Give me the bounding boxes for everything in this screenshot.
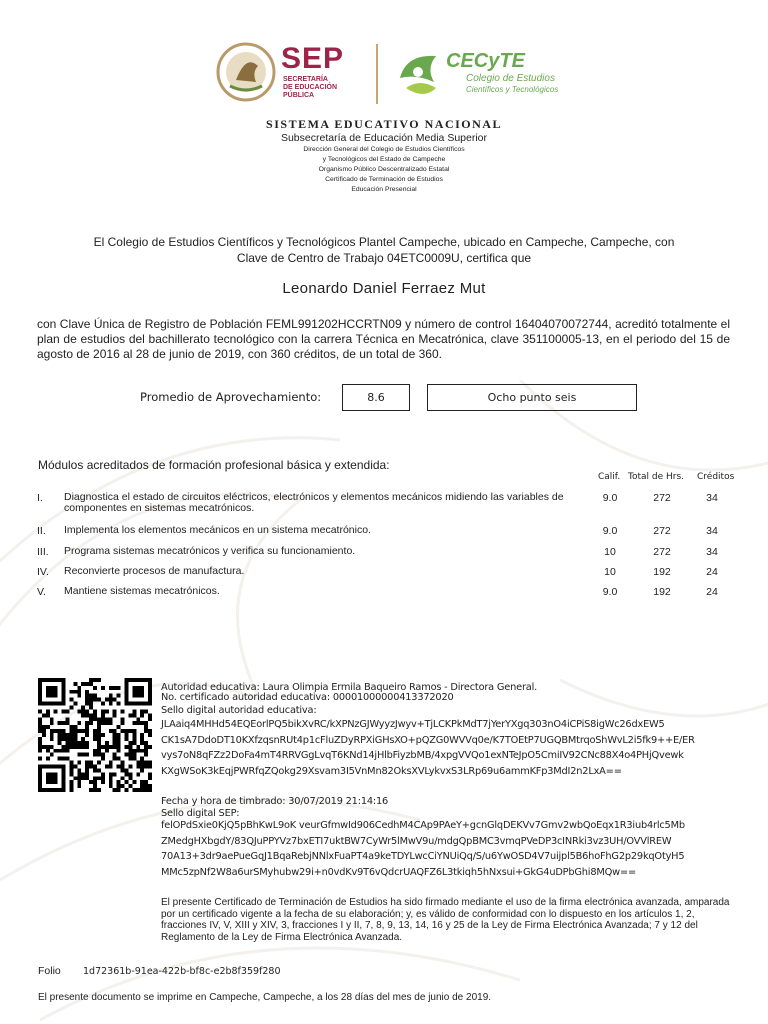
sep-subtitle-line: SECRETARÍA xyxy=(283,76,328,83)
cecyte-subtitle-line: Científicos y Tecnológicos xyxy=(466,85,559,94)
sep-subtitle-line: DE EDUCACIÓN xyxy=(283,84,338,91)
promedio-value: 8.6 xyxy=(342,384,410,411)
logo-divider xyxy=(376,44,378,104)
institution-line: Organismo Público Descentralizado Estatal xyxy=(318,166,450,173)
sep-logo-subtitle xyxy=(283,76,363,100)
module-description: Programa sistemas mecatrónicos y verifica su funcionamiento. xyxy=(64,545,356,557)
fecha-line xyxy=(161,796,388,808)
module-hours: 272 xyxy=(653,546,671,558)
module-calif: 9.0 xyxy=(602,492,618,504)
hrs-header: Total de Hrs. xyxy=(628,472,685,482)
module-row xyxy=(37,586,737,600)
autoridad-value: Laura Olimpia Ermila Baqueiro Ramos - Directora General. xyxy=(262,682,538,693)
module-number: I. xyxy=(37,492,43,504)
student-name: Leonardo Daniel Ferraez Mut xyxy=(282,280,486,297)
sep-logo-text: SEP xyxy=(281,42,345,75)
institution-line: Certificado de Terminación de Estudios xyxy=(325,176,443,183)
module-description: Implementa los elementos mecánicos en un sistema mecatrónico. xyxy=(64,524,371,536)
module-description: Mantiene sistemas mecatrónicos. xyxy=(64,585,220,597)
sep-subtitle-line: PÚBLICA xyxy=(283,92,315,99)
folio-label: Folio xyxy=(38,965,61,977)
module-row xyxy=(37,546,737,560)
module-row xyxy=(37,525,737,539)
sello-line: vys7oN8qFZz2DoFa4mT4RRVGgLvqT6KNd14jHlbFiyzbMB/4xpgVVQo1exNTeJpO5CmiIV92CNc88X4o4PHjQvewk xyxy=(161,750,684,762)
module-calif: 10 xyxy=(604,566,616,578)
module-calif: 9.0 xyxy=(602,586,618,598)
qr-code xyxy=(38,678,152,792)
module-credits: 34 xyxy=(706,546,718,558)
fecha-label: Fecha y hora de timbrado: xyxy=(161,796,286,807)
sello-sep-line: ZMedgHXbgdY/83QJuPPYVz7bxETI7uktBW7CyWr5lMwV9u/mdgQpBMC3vmqPVeDP3cINRki3vz3UH/OVVlREW xyxy=(161,835,672,847)
sello-sep-line: felOPdSxie0KjQ5pBhKwL9oK veurGfmwId906CedhM4CAp9PAeY+gcnGlqDEKVv7Gmv2wbQoEqx1R3iub4rlc5Mb xyxy=(161,820,685,831)
module-row xyxy=(37,492,737,516)
folio-value: 1d72361b-91ea-422b-bf8c-e2b8f359f280 xyxy=(83,966,281,977)
cecyte-logo-text: CECyTE xyxy=(446,50,525,72)
module-number: IV. xyxy=(37,566,49,578)
institution-lines xyxy=(0,145,768,195)
module-row xyxy=(37,566,737,580)
sello-line: JLAaiq4MHHd54EQEorlPQ5bikXvRC/kXPNzGJWyyzJwyv+TjLCKPkMdT7jYerYXgq303nO4iCPiS8igWc26dxEW5 xyxy=(161,719,665,730)
module-hours: 272 xyxy=(653,492,671,504)
sello-sep-line: MMc5zpNf2W8a6urSMyhubw29i+n0vdKv9T6vQdcrUAQFZ6L3tkiqh5hNxsui+GkG4uDPbGhi8MQw== xyxy=(161,866,636,878)
module-calif: 9.0 xyxy=(602,525,618,537)
sistema-title: SISTEMA EDUCATIVO NACIONAL xyxy=(266,117,502,131)
creditos-header: Créditos xyxy=(697,472,735,482)
sello-sep-line: 70A13+3dr9aePueGqJ1BqaRebjNNlxFuaPT4a9keTDYLwcCiYNUiQq/S/u6YwOSD4V7uijpl5B6hoFhG2p29kqOtyH5 xyxy=(161,851,685,863)
fecha-value: 30/07/2019 21:14:16 xyxy=(288,796,389,807)
institution-line: Dirección General del Colegio de Estudios Científicos xyxy=(303,146,465,153)
cecyte-leaf-logo-icon xyxy=(396,48,444,102)
module-number: III. xyxy=(37,546,49,558)
sello-sep xyxy=(161,820,685,878)
module-description: Diagnostica el estado de circuitos eléctricos, electrónicos y elementos mecánicos midiendo las variables de componentes en sistemas mecatrónicos. xyxy=(64,491,564,514)
sello-line: KXgWSoK3kEqjPWRfqZQokg29Xsvam3I5VnMn82OksXVLykvxS3LRp69u6ammKFp3MdI2n2LxA== xyxy=(161,765,622,777)
sello-line: CK1sA7DdoDT10KXfzqsnRUt4p1cFluZDyRPXiGHsXO+pQZG0WVVq0e/K7TOEtP7UGQBMtrqoShWvL2i5fk9++E/ER xyxy=(161,734,695,746)
autoridad-label: Autoridad educativa: xyxy=(161,682,260,693)
certification-intro xyxy=(40,234,728,266)
module-number: V. xyxy=(37,586,46,598)
module-credits: 24 xyxy=(706,566,718,578)
certificado-line xyxy=(161,692,454,704)
module-number: II. xyxy=(37,525,46,537)
modules-title: Módulos acreditados de formación profesional básica y extendida: xyxy=(38,458,390,472)
intro-line: Clave de Centro de Trabajo 04ETC0009U, certifica que xyxy=(236,251,532,265)
module-credits: 34 xyxy=(706,525,718,537)
institution-line: Educación Presencial xyxy=(351,186,417,193)
intro-line: El Colegio de Estudios Científicos y Tecnológicos Plantel Campeche, ubicado en Campeche, Campeche, con xyxy=(93,235,675,249)
certificado-value: 00001000000413372020 xyxy=(332,692,454,703)
module-hours: 272 xyxy=(653,525,671,537)
calif-header: Calif. xyxy=(598,472,621,482)
subsecretaria-title: Subsecretaría de Educación Media Superior xyxy=(280,132,488,144)
cecyte-subtitle-line: Colegio de Estudios xyxy=(466,73,555,84)
promedio-label: Promedio de Aprovechamiento: xyxy=(140,390,322,404)
cecyte-logo-subtitle xyxy=(466,73,558,95)
mexico-eagle-emblem-icon xyxy=(216,40,276,104)
certificado-label: No. certificado autoridad educativa: xyxy=(161,692,330,703)
sello-autoridad xyxy=(161,719,695,777)
legal-text: El presente Certificado de Terminación de Estudios ha sido firmado mediante el uso de la firma electrónica avanzada, amparada por un certificado vigente a la fecha de su elaboración; y, es válido de conformidad con lo dispuesto en los artículos 1, 2, fracciones IV, V, XIII y XIV, 3, fracciones I y II, 7, 8, 9, 13, 14, 16 y 25 de la Ley de Firma Electrónica Avanzada; 7 y 12 del Reglamento de la Ley de Firma Electrónica Avanzada. xyxy=(161,897,730,943)
sello-sep-label: Sello digital SEP: xyxy=(161,808,240,819)
curp-paragraph: con Clave Única de Registro de Población FEML991202HCCRTN09 y número de control 16404070072744, acreditó totalmente el plan de estudios del bachillerato tecnológico con la carrera Técnica en Mecatrónica, clave 351100005-13, en el periodo del 15 de agosto de 2016 al 28 de junio de 2019, con 360 créditos, de un total de 360. xyxy=(37,317,730,361)
module-credits: 24 xyxy=(706,586,718,598)
module-description: Reconvierte procesos de manufactura. xyxy=(64,565,245,577)
module-credits: 34 xyxy=(706,492,718,504)
footer-text: El presente documento se imprime en Campeche, Campeche, a los 28 días del mes de junio de 2019. xyxy=(38,992,492,1003)
promedio-text: Ocho punto seis xyxy=(427,384,637,411)
institution-line: y Tecnológicos del Estado de Campeche xyxy=(322,156,446,163)
module-hours: 192 xyxy=(653,566,671,578)
sello-autoridad-label: Sello digital autoridad educativa: xyxy=(161,705,317,716)
module-hours: 192 xyxy=(653,586,671,598)
module-calif: 10 xyxy=(604,546,616,558)
